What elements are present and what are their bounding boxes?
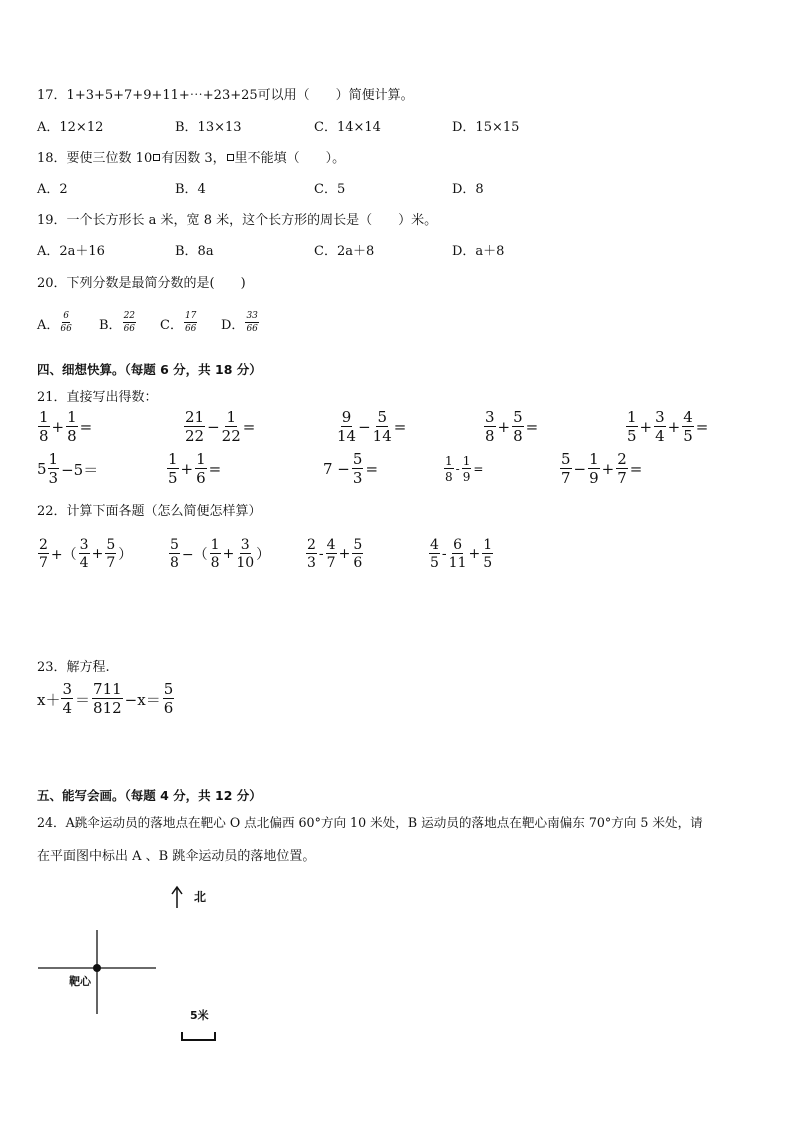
numerator: 2 [307, 537, 316, 553]
q20-option-b [99, 312, 160, 334]
equals-sign: ＝ [75, 690, 91, 709]
fraction [373, 410, 392, 444]
fraction [38, 410, 50, 444]
q21-expr-4 [483, 410, 539, 444]
fraction [626, 410, 638, 444]
operator: + [180, 460, 194, 478]
operator: - [455, 462, 460, 476]
denominator: 5 [168, 469, 178, 487]
fraction [429, 538, 440, 570]
q20-option-c [160, 312, 221, 334]
numerator: 3 [655, 408, 665, 426]
equals-sign: = [393, 418, 407, 436]
equation-middle: −x＝ [124, 690, 161, 709]
denominator: 7 [39, 555, 48, 571]
denominator: 7 [617, 469, 627, 487]
denominator: 3 [352, 469, 363, 487]
denominator: 8 [210, 555, 220, 571]
denominator: 4 [79, 555, 89, 571]
q21-expr-5 [625, 410, 709, 444]
fraction [38, 538, 49, 570]
fraction [163, 682, 175, 716]
q18-option-a: A．2 [37, 182, 68, 197]
q22-text: 22．计算下面各题（怎么简便怎样算） [37, 504, 262, 519]
numerator: 9 [341, 408, 352, 426]
operator: - [441, 546, 447, 562]
numerator: 4 [683, 408, 693, 426]
fraction [352, 452, 364, 486]
denominator: 7 [326, 555, 336, 571]
scale-bar [182, 1032, 215, 1040]
fraction [236, 538, 254, 570]
option-label: B． [99, 317, 122, 333]
fraction [588, 452, 600, 486]
q19-text: 19．一个长方形长 a 米，宽 8 米，这个长方形的周长是（ ）米。 [37, 213, 438, 228]
q18-number: 18． [37, 151, 67, 166]
denominator: 812 [93, 699, 122, 717]
q18-option-d: D．8 [452, 182, 484, 197]
numerator: 33 [246, 311, 258, 321]
numerator: 1 [210, 537, 220, 553]
operator: −（ [181, 547, 208, 563]
numerator: 5 [561, 450, 571, 468]
q20-option-a [37, 312, 99, 334]
q20-option-d [221, 312, 260, 334]
section-4-title: 四、细想快算。（每题 6 分，共 18 分） [37, 362, 262, 377]
denominator: 9 [589, 469, 599, 487]
blank-box-icon [227, 154, 234, 161]
fraction [123, 312, 136, 334]
numerator: 1 [483, 537, 493, 553]
fraction [167, 452, 179, 486]
numerator: 5 [163, 680, 174, 698]
numerator: 1 [627, 408, 637, 426]
q21-expr-10 [559, 452, 643, 486]
equals-sign: = [629, 460, 643, 478]
denominator: 8 [67, 427, 77, 445]
operator: − [573, 460, 587, 478]
q18-text [37, 147, 345, 166]
operator: + [601, 460, 615, 478]
expression-lead: 7 − [323, 460, 350, 478]
operator: + [497, 418, 511, 436]
q17-option-a: A．12×12 [37, 120, 104, 135]
q21-expr-1 [37, 410, 93, 444]
bracket: ） [256, 547, 271, 563]
option-label: A． [37, 317, 60, 333]
fraction [444, 455, 454, 483]
q21-text: 21．直接写出得数： [37, 390, 158, 405]
q23-text: 23．解方程. [37, 660, 110, 675]
numerator: 3 [62, 680, 73, 698]
operator: + [338, 546, 351, 562]
numerator: 3 [240, 537, 250, 553]
numerator: 1 [196, 450, 206, 468]
operator: - [318, 546, 324, 562]
operator: + [468, 546, 481, 562]
q21-expr-6 [37, 452, 99, 486]
numerator: 3 [485, 408, 495, 426]
denominator: 8 [39, 427, 49, 445]
numerator: 5 [170, 537, 179, 553]
q17-option-b: B．13×13 [175, 120, 242, 135]
operator: + [639, 418, 653, 436]
numerator: 5 [352, 450, 363, 468]
q22-expr-3 [305, 538, 364, 570]
fraction [66, 410, 78, 444]
q18-option-b: B．4 [175, 182, 206, 197]
numerator: 3 [79, 537, 89, 553]
fraction [195, 452, 207, 486]
q24-text-line1: 24．A跳伞运动员的落地点在靶心 O 点北偏西 60°方向 10 米处，B 运动员的落地点在靶心南偏东 70°方向 5 米处，请 [37, 815, 703, 830]
numerator: 5 [377, 408, 387, 426]
fraction [245, 312, 258, 334]
numerator: 5 [353, 537, 363, 553]
operator: + [51, 418, 65, 436]
blank-box-icon [153, 154, 160, 161]
numerator: 1 [39, 408, 49, 426]
q19-option-d: D．a＋8 [452, 244, 505, 259]
equals-sign: = [695, 418, 709, 436]
denominator: 5 [430, 555, 439, 571]
q23-equation [37, 682, 175, 716]
denominator: 8 [445, 470, 453, 484]
operator: − [358, 418, 371, 436]
numerator: 21 [185, 408, 205, 426]
q18-text-part2: 有因数 3， [161, 151, 226, 166]
fraction [449, 538, 467, 570]
q18-option-c: C．5 [314, 182, 346, 197]
numerator: 5 [513, 408, 523, 426]
q19-option-c: C．2a＋8 [314, 244, 375, 259]
denominator: 7 [106, 555, 116, 571]
fraction [682, 410, 694, 444]
denominator: 14 [372, 427, 392, 445]
q21-expr-9 [443, 455, 484, 483]
operator: + [91, 546, 104, 562]
operator: − [207, 418, 220, 436]
equals-sign: = [208, 460, 222, 478]
denominator: 5 [627, 427, 637, 445]
numerator: 6 [63, 311, 69, 321]
q17-text: 17．1+3+5+7+9+11+⋯+23+25可以用（ ）简便计算。 [37, 88, 414, 103]
numerator: 2 [39, 537, 48, 553]
denominator: 9 [462, 470, 471, 484]
fraction [482, 538, 493, 570]
center-label: 靶心 [69, 975, 91, 988]
section-5-title: 五、能写会画。（每题 4 分，共 12 分） [37, 788, 262, 803]
whole-number: 5 [37, 460, 47, 478]
fraction [61, 682, 73, 716]
denominator: 4 [62, 699, 73, 717]
denominator: 22 [185, 427, 205, 445]
equals-sign: = [365, 460, 379, 478]
q20-options [37, 312, 260, 334]
fraction [92, 682, 123, 716]
fraction [79, 538, 90, 570]
denominator: 3 [307, 555, 316, 571]
fraction [616, 452, 628, 486]
north-arrow-icon [172, 887, 182, 908]
operator: + [667, 418, 681, 436]
equals-sign: = [473, 462, 484, 476]
operator: +（ [50, 547, 77, 563]
numerator: 711 [93, 680, 122, 698]
numerator: 1 [589, 450, 599, 468]
denominator: 8 [513, 427, 523, 445]
numerator: 1 [445, 454, 453, 468]
target-center-dot [93, 964, 101, 972]
q22-expr-4 [428, 538, 494, 570]
numerator: 1 [48, 450, 59, 468]
fraction [484, 410, 496, 444]
denominator: 5 [683, 427, 693, 445]
numerator: 6 [453, 537, 463, 553]
denominator: 7 [561, 469, 571, 487]
numerator: 2 [617, 450, 627, 468]
fraction [184, 312, 197, 334]
scale-label: 5米 [190, 1009, 209, 1022]
denominator: 4 [655, 427, 665, 445]
equals-sign: = [242, 418, 256, 436]
fraction [306, 538, 317, 570]
numerator: 4 [430, 537, 439, 553]
denominator: 66 [184, 324, 197, 334]
q21-expr-8 [322, 452, 379, 486]
denominator: 3 [48, 469, 59, 487]
target-diagram [30, 880, 230, 1050]
bracket: ） [118, 547, 133, 563]
denominator: 5 [483, 555, 493, 571]
numerator: 1 [226, 408, 236, 426]
equation-lead: x＋ [37, 690, 61, 709]
denominator: 66 [60, 324, 72, 334]
denominator: 66 [246, 324, 258, 334]
expression-tail: −5＝ [61, 460, 99, 479]
denominator: 8 [485, 427, 495, 445]
denominator: 66 [123, 324, 136, 334]
q20-text: 20．下列分数是最简分数的是( ) [37, 276, 246, 291]
denominator: 6 [163, 699, 174, 717]
option-label: C． [160, 317, 183, 333]
numerator: 1 [67, 408, 77, 426]
north-label: 北 [194, 890, 207, 904]
fraction [105, 538, 116, 570]
denominator: 14 [337, 427, 357, 445]
numerator: 22 [123, 311, 136, 321]
q17-option-c: C．14×14 [314, 120, 381, 135]
equals-sign: = [79, 418, 93, 436]
q24-text-line2: 在平面图中标出 A 、B 跳伞运动员的落地位置。 [37, 849, 316, 864]
fraction [184, 410, 205, 444]
q17-option-d: D．15×15 [452, 120, 520, 135]
denominator: 11 [448, 555, 467, 571]
denominator: 6 [353, 555, 363, 571]
fraction [210, 538, 221, 570]
numerator: 1 [168, 450, 178, 468]
fraction [326, 538, 337, 570]
fraction [462, 455, 472, 483]
numerator: 1 [462, 454, 471, 468]
numerator: 5 [106, 537, 116, 553]
denominator: 8 [170, 555, 179, 571]
q22-expr-2 [168, 538, 271, 570]
q18-text-part1: 要使三位数 10 [66, 151, 153, 166]
fraction [512, 410, 524, 444]
q19-option-a: A．2a＋16 [37, 244, 105, 259]
fraction [654, 410, 666, 444]
fraction [48, 452, 60, 486]
numerator: 17 [184, 311, 197, 321]
equals-sign: = [525, 418, 539, 436]
option-label: D． [221, 317, 245, 333]
q21-expr-3 [336, 410, 407, 444]
q21-expr-2 [183, 410, 256, 444]
fraction [222, 410, 241, 444]
q19-option-b: B．8a [175, 244, 214, 259]
operator: + [222, 546, 235, 562]
fraction [560, 452, 572, 486]
numerator: 4 [326, 537, 336, 553]
fraction [337, 410, 356, 444]
denominator: 22 [221, 427, 241, 445]
q22-expr-1 [37, 538, 133, 570]
denominator: 6 [196, 469, 206, 487]
q21-expr-7 [166, 452, 222, 486]
fraction [60, 312, 71, 334]
q18-text-part3: 里不能填（ ）。 [234, 151, 346, 166]
fraction [352, 538, 363, 570]
fraction [169, 538, 180, 570]
denominator: 10 [236, 555, 255, 571]
